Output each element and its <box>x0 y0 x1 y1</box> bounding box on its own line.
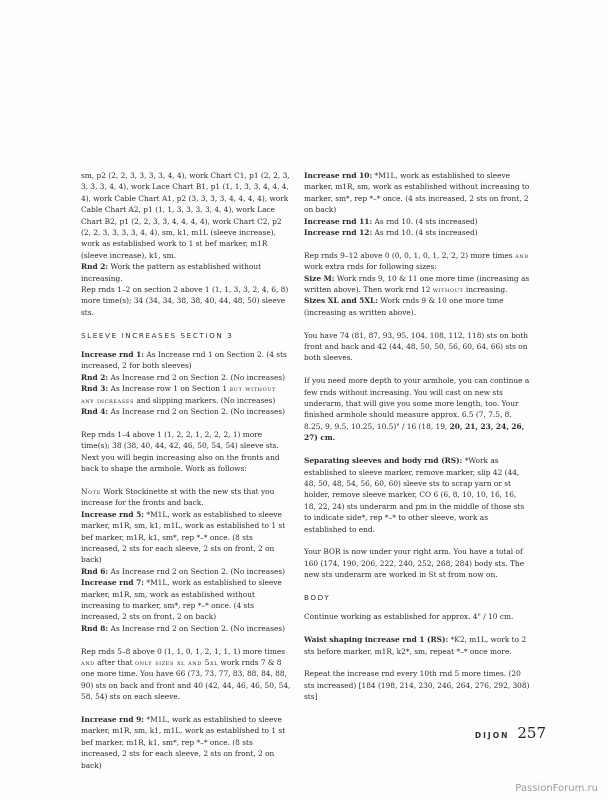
text: Rep rnds 1–4 above 1 (1, 2, 2, 1, 2, 2, 2, 1) more time(s); 38 (38, 40, 44, 42, 46, 50, 54, 54) sleeve sts. <box>81 429 279 451</box>
text: *Work as established to sleeve marker, remove marker, slip 42 (44, 48, 50, 48, 54, 56, 60, 60) sleeve sts to scrap yarn or st holder, remove sleeve marker, CO 6 (6, 8, 10, 10, 16, 16, 18, 22, 24) sts underarm and pm in the middle of those sts to indicate side*, rep *–* to other sleeve, work as established to end. <box>304 456 525 534</box>
left-column <box>81 170 291 782</box>
text: *M1L, work as established to sleeve marker, m1R, sm, k1, m1L, work as established to 1 st bef marker, m1R, k1, sm*, rep *–* once. (8 sts increased, 2 sts for each sleeve, 2 sts on front, 2 on back) <box>81 509 286 565</box>
text: Continue working as established for approx. 4" / 10 cm. <box>304 612 514 622</box>
paragraph <box>81 170 291 318</box>
step-label: Size M: <box>304 273 335 283</box>
section-heading: SLEEVE INCREASES SECTION 3 <box>81 330 234 340</box>
text: *M1L, work as established to sleeve marker, m1R, sm, work as established without increasing to marker, sm*, rep *–* once. (4 sts increased, 2 sts on front, 2 on back) <box>304 171 530 215</box>
text: As rnd 10. (4 sts increased) <box>372 228 478 238</box>
paragraph <box>304 330 530 364</box>
text: Work the pattern as established without increasing. <box>81 262 262 283</box>
step-label: Sizes XL and 5XL: <box>304 296 378 306</box>
step-label: Rnd 2: <box>81 372 109 382</box>
text: *K2, m1L, work to 2 sts before marker, m1R, k2*, sm, repeat *–* once more. <box>304 635 527 656</box>
text: and slipping markers. (No increases) <box>134 395 276 405</box>
text: As Increase row 1 on Section 1 <box>108 384 230 394</box>
step-label: Separating sleeves and body rnd (RS): <box>304 456 463 466</box>
text: Next you will begin increasing also on the fronts and back to shape the armhole. Work as follows: <box>81 452 280 474</box>
small-caps-text: only sizes xl and 5xl <box>134 658 219 667</box>
step-label: Increase rnd 10: <box>304 171 373 180</box>
paragraph <box>81 486 291 634</box>
paragraph <box>81 714 291 771</box>
small-caps-text: but without any increases <box>81 384 277 405</box>
watermark: PassionForum.ru <box>515 783 598 794</box>
text: As rnd 10. (4 sts increased) <box>372 216 478 226</box>
paragraph <box>304 546 530 580</box>
paragraph <box>304 634 530 657</box>
bold-text: 20, 21, 23, 24, 26, 27) cm. <box>304 421 525 443</box>
note-label: Note <box>81 486 101 496</box>
text: Rep rnds 9–12 above 0 (0, 0, 1, 0, 1, 2, 2, 2) more times <box>304 250 516 260</box>
text: As Increase rnd 2 on Section 2. (No increases) <box>108 566 286 576</box>
step-label: Waist shaping increase rnd 1 (RS): <box>304 635 449 645</box>
paragraph <box>81 646 291 703</box>
page-number: 257 <box>517 724 546 742</box>
section-heading: BODY <box>304 592 331 602</box>
text: work extra rnds for following sizes: <box>304 262 437 272</box>
text: Work Stockinette st with the new sts that you increase for the fronts and back. <box>81 486 275 508</box>
paragraph <box>81 349 291 417</box>
paragraph <box>304 455 530 535</box>
text: sm, p2 (2, 2, 3, 3, 3, 3, 4, 4), work Chart C1, p1 (2, 2, 3, 3, 3, 3, 4, 4), work Lace Chart B1, p1 (1, 1, 3, 3, 4, 4, 4, 4), work Cable Chart A1, p2 (3, 3, 3, 3, 4, 4, 4, 4), work Cable Chart A2, p1 (1, 1, 3, 3, 3, 3, 4, 4), work Lace Chart B2, p1 (2, 2, 3, 3, 4, 4, 4, 4), work Chart C2, p2 (2, 2, 3, 3, 3, 3, 4, 4), sm, k1, m1L (sleeve increase), work as established work to 1 st bef marker, m1R (sleeve increase), k1, sm. <box>81 171 290 260</box>
text: after that <box>94 658 135 667</box>
text: You have 74 (81, 87, 93, 95, 104, 108, 112, 118) sts on both front and back and 42 (44, 48, 50, 50, 56, 60, 64, 66) sts on both sleeves. <box>304 330 529 363</box>
text: work rnds 7 & 8 one more time. You have 66 (73, 73, 77, 83, 88, 84, 88, 90) sts on back and front and 40 (42, 44, 46, 46, 50, 54, 58, 54) sts on each sleeve. <box>81 658 291 702</box>
page-footer <box>475 724 546 742</box>
text: Rep rnds 5–8 above 0 (1, 1, 0, 1, 2, 1, 1, 1) more times <box>81 646 286 656</box>
small-caps-text: without <box>432 285 464 295</box>
text: Repeat the increase rnd every 10th rnd 5 more times. (20 sts increased) [184 (198, 214, 230, 246, 264, 276, 292, 308) sts] <box>304 669 530 702</box>
step-label: Rnd 3: <box>81 384 109 394</box>
step-label: Rnd 2: <box>81 262 109 272</box>
text: Work rnds 9, 10 & 11 one more time (increasing as written above). Then work rnd 12 <box>304 273 530 295</box>
text: As Increase rnd 1 on Section 2. (4 sts increased, 2 for both sleeves) <box>81 350 287 371</box>
step-label: Rnd 8: <box>81 623 109 633</box>
paragraph <box>304 375 530 443</box>
paragraph <box>304 250 530 318</box>
step-label: Increase rnd 1: <box>81 350 145 360</box>
step-label: Increase rnd 5: <box>81 509 145 519</box>
step-label: Increase rnd 12: <box>304 228 373 238</box>
paragraph <box>304 668 530 702</box>
step-label: Increase rnd 11: <box>304 216 373 226</box>
text: As Increase rnd 2 on Section 2. (No increases) <box>108 372 286 382</box>
small-caps-text: and <box>81 658 95 667</box>
step-label: Increase rnd 9: <box>81 715 145 725</box>
text: Your BOR is now under your right arm. You have a total of 160 (174, 190, 206, 222, 240, 252, 268, 284) body sts. The new sts underarm are worked in St st from now on. <box>304 547 525 580</box>
text: As Increase rnd 2 on Section 2. (No increases) <box>108 407 286 417</box>
text: *M1L, work as established to sleeve marker, m1R, sm, k1, m1L, work as established to 1 st bef marker, m1R, k1, sm*, rep *–* once. (8 sts increased, 2 sts for each sleeve, 2 sts on front, 2 on back) <box>81 715 286 770</box>
text: *M1L, work as established to sleeve marker, m1R, sm, work as established without increasing to marker, sm*, rep *–* once. (4 sts increased, 2 sts on front, 2 on back) <box>81 578 282 622</box>
text: Rep rnds 1–2 on section 2 above 1 (1, 1, 3, 3, 2, 4, 6, 8) more time(s); 34 (34, 34, 38, 38, 40, 44, 48, 50) sleeve sts. <box>81 285 289 317</box>
text: As Increase rnd 2 on Section 2. (No increases) <box>108 623 286 633</box>
step-label: Rnd 4: <box>81 407 109 417</box>
text: increasing. <box>463 285 508 295</box>
step-label: Increase rnd 7: <box>81 578 145 588</box>
text: If you need more depth to your armhole, you can continue a few rnds without increasing. You will cast on new sts underarm, that will give you some more length, too. Your finished armhole should measure approx. 6.5 (7, 7.5, 8, 8.25, 9, 9.5, 10.25, 10.5)" / 16 (18, 19, <box>304 376 530 431</box>
paragraph <box>304 611 530 622</box>
step-label: Rnd 6: <box>81 566 109 576</box>
right-column <box>304 170 530 714</box>
paragraph <box>304 170 530 238</box>
text: Work rnds 9 & 10 one more time (increasing as written above). <box>304 296 504 317</box>
small-caps-text: and <box>515 250 529 260</box>
pattern-name: DIJON <box>474 731 510 740</box>
paragraph <box>81 429 291 475</box>
